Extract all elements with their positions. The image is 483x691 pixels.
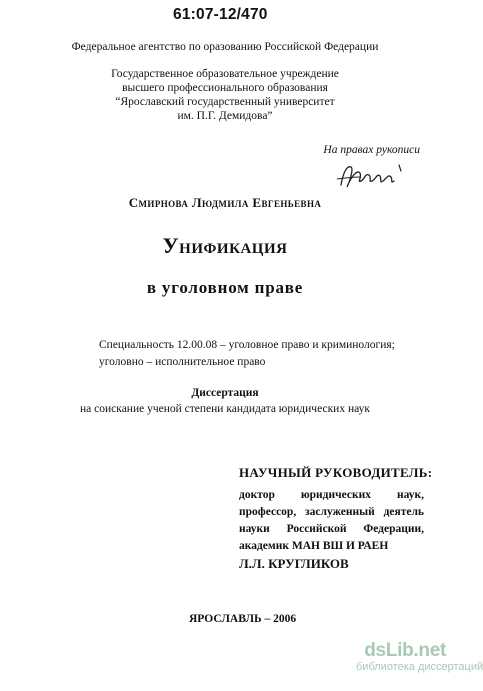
supervisor-line: профессор, заслуженный деятель [239,506,424,518]
institution-block [0,67,450,123]
title-line-1: Унификация [162,233,288,258]
document-code: 61:07-12/470 [173,6,268,23]
handwritten-signature [335,159,410,193]
institution-line: Государственное образовательное учреждение [111,68,339,80]
institution-line: “Ярославский государственный университет [115,96,335,108]
institution-line: высшего профессионального образования [122,82,328,94]
watermark [356,640,483,673]
dissertation-label: Диссертация [191,387,259,399]
supervisor-line: академик МАН ВШ И РАЕН [239,540,389,552]
supervisor-name: Л.Л. КРУГЛИКОВ [239,556,349,571]
watermark-subtitle: библиотека диссертаций [356,661,483,673]
supervisor-heading: НАУЧНЫЙ РУКОВОДИТЕЛЬ: [239,465,433,480]
agency-line: Федеральное агентство по оразованию Российской Федерации [71,41,379,53]
institution-line: им. П.Г. Демидова” [177,110,273,122]
specialty-block [99,337,395,371]
city-year: ЯРОСЛАВЛЬ – 2006 [189,613,297,625]
supervisor-line: доктор юридических наук, [239,489,424,501]
specialty-line: Специальность 12.00.08 – уголовное право и криминология; [99,339,395,351]
watermark-logo: dsLib.net [364,640,446,661]
dissertation-text: на соискание ученой степени кандидата юридических наук [80,403,370,415]
supervisor-line: науки Российской Федерации, [239,523,424,535]
title-line-2: в уголовном праве [146,278,304,297]
rights-note: На правах рукописи [323,144,420,156]
author-name: Смирнова Людмила Евгеньевна [128,195,322,210]
specialty-line: уголовно – исполнительное право [99,356,266,368]
